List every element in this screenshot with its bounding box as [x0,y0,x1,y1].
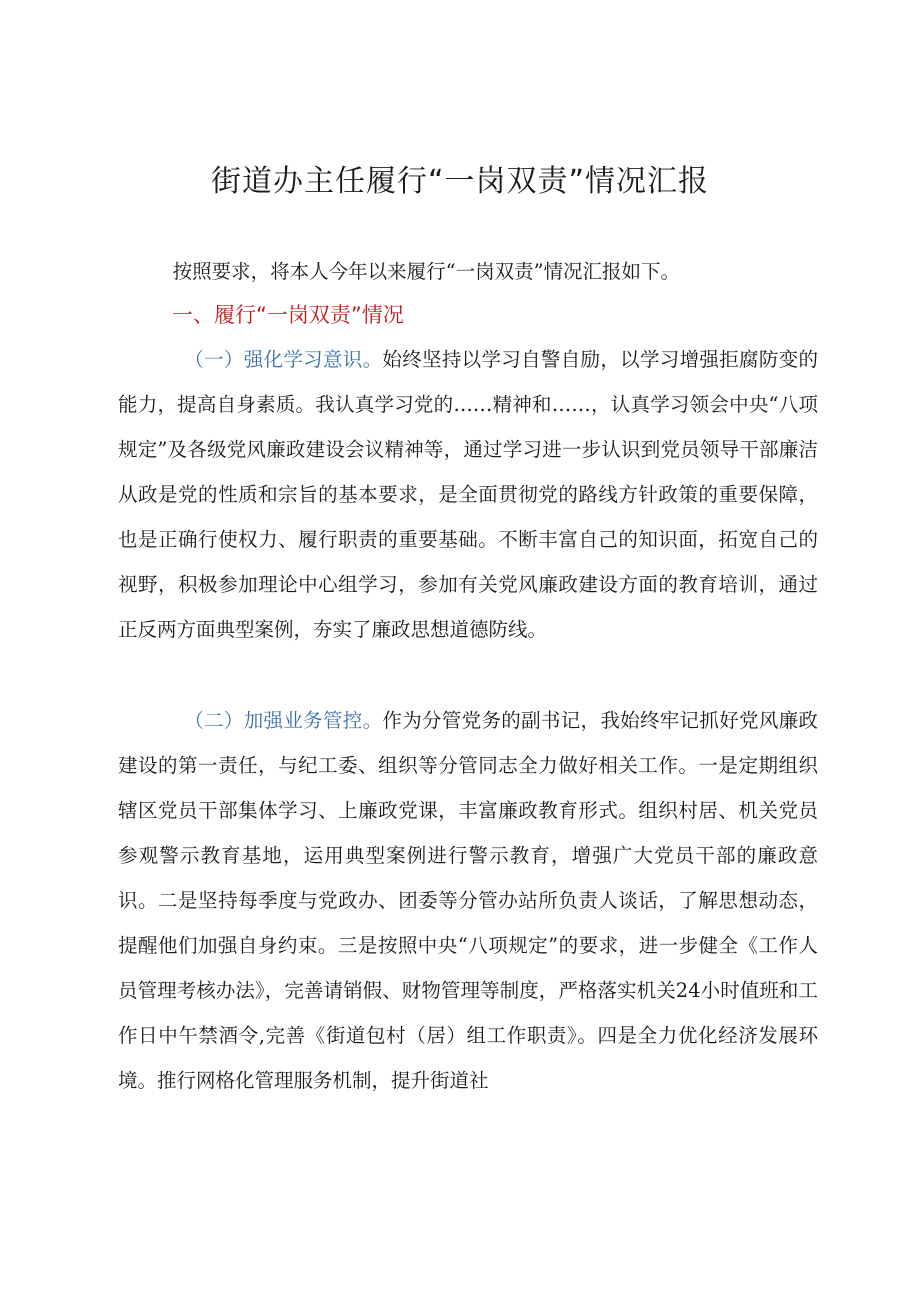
document-title: 街道办主任履行“一岗双责”情况汇报 [210,164,710,199]
paragraph-text-business-control: 作为分管党务的副书记，我始终牢记抓好党风廉政建设的第一责任，与纪工委、组织等分管同志全力做好相关工作。一是定期组织辖区党员干部集体学习、上廉政党课，丰富廉政教育形式。组织村居、机关党员参观警示教育基地，运用典型案例进行警示教育，增强广大党员干部的廉政意识。二是坚持每季度与党政办、团委等分管办站所负责人谈话，了解思想动态，提醒他们加强自身约束。三是按照中央“八项规定”的要求，进一步健全《工作人员管理考核办法》，完善请销假、财物管理等制度，严格落实机关24小时值班和工作日中午禁酒令,完善《街道包村（居）组工作职责》。四是全力优化经济发展环境。推行网格化管理服务机制，提升街道社 [118,709,818,1092]
section-heading-1: 一、履行“一岗双责”情况 [172,303,404,327]
paragraph-business-control [118,698,818,1103]
paragraph-study-awareness [118,337,818,652]
subheading-study-awareness: （一）强化学习意识。 [184,348,383,371]
paragraph-text-study-awareness: 始终坚持以学习自警自励，以学习增强拒腐防变的能力，提高自身素质。我认真学习党的……精神和……，认真学习领会中央“八项规定”及各级党风廉政建设会议精神等，通过学习进一步认识到党员领导干部廉洁从政是党的性质和宗旨的基本要求，是全面贯彻党的路线方针政策的重要保障，也是正确行使权力、履行职责的重要基础。不断丰富自己的知识面，拓宽自己的视野，积极参加理论中心组学习，参加有关党风廉政建设方面的教育培训，通过正反两方面典型案例，夯实了廉政思想道德防线。 [118,348,818,641]
intro-paragraph: 按照要求，将本人今年以来履行“一岗双责”情况汇报如下。 [172,260,681,283]
subheading-business-control: （二）加强业务管控。 [184,709,383,732]
